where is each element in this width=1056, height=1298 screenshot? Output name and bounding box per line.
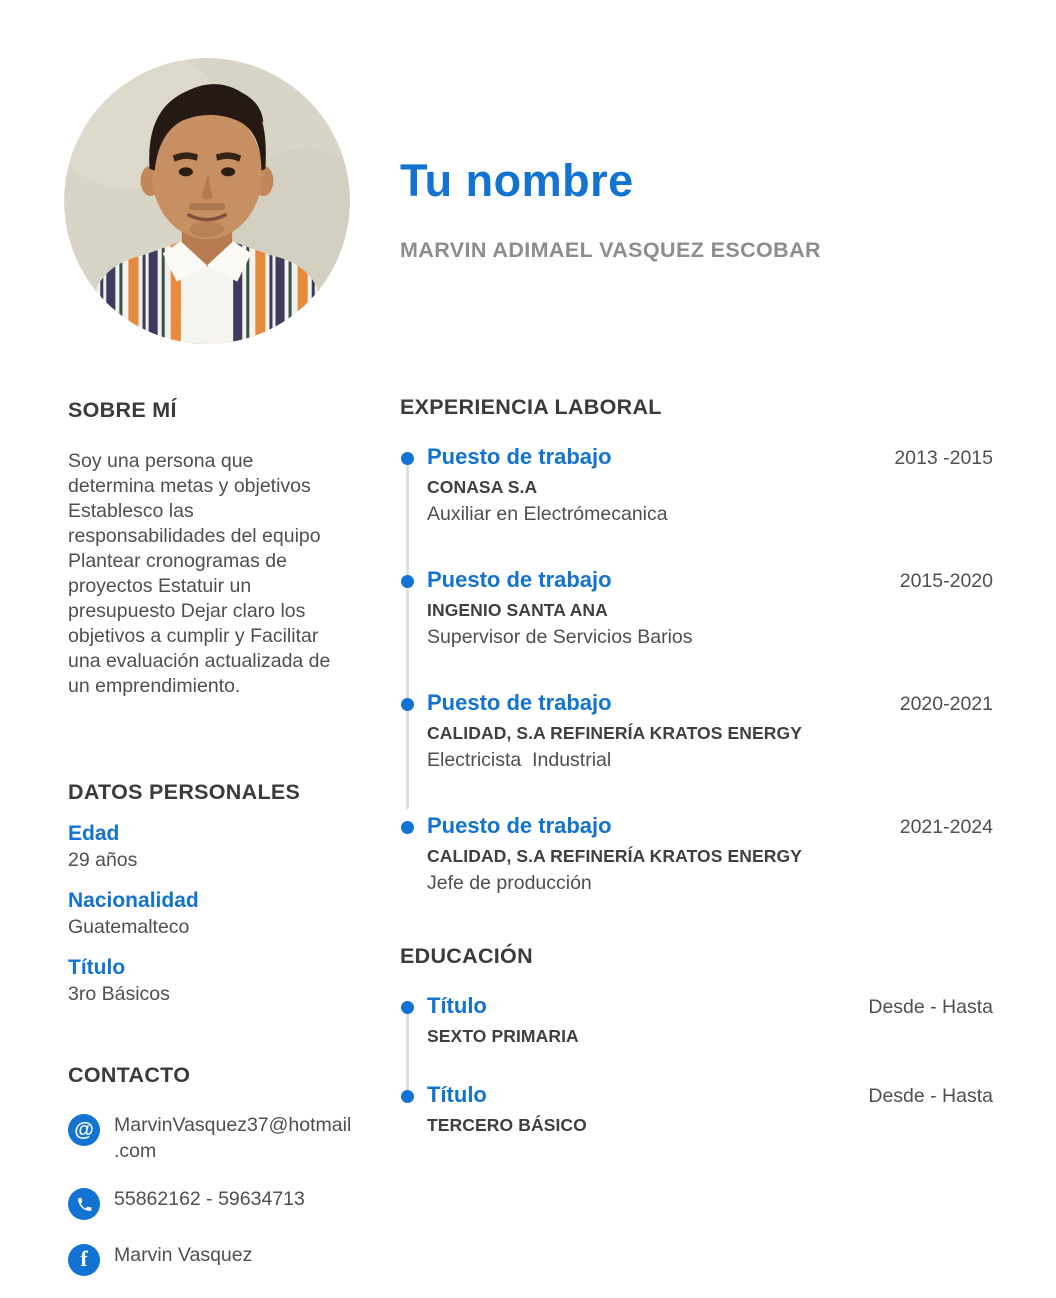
- experience-entry: [400, 689, 993, 773]
- experience-entry: [400, 443, 993, 527]
- personal-value: 3ro Básicos: [68, 983, 170, 1005]
- personal-item-degree: [68, 956, 344, 1006]
- about-text: Soy una persona que determina metas y objetivos Establesco las responsabilidades del equipo Plantear cronogramas de proyectos Estatuir un presupuesto Dejar claro los objetivos a cumplir y Facilitar una evaluación actualizada de un emprendimiento.: [68, 450, 331, 697]
- company-name: CONASA S.A: [427, 477, 538, 497]
- job-title: Puesto de trabajo: [427, 567, 612, 592]
- company-name: CALIDAD, S.A REFINERÍA KRATOS ENERGY: [427, 846, 803, 866]
- job-role: Electricista Industrial: [427, 749, 612, 771]
- education-period: Desde - Hasta: [868, 1085, 993, 1107]
- section-about: [68, 398, 344, 699]
- section-contact: [68, 1063, 358, 1298]
- section-personal-data: [68, 780, 344, 1006]
- phone-icon: [68, 1188, 100, 1220]
- profile-photo: [64, 58, 350, 344]
- education-entries: [400, 992, 993, 1137]
- personal-item-age: [68, 822, 344, 872]
- section-education: [400, 944, 993, 1170]
- company-name: CALIDAD, S.A REFINERÍA KRATOS ENERGY: [427, 723, 803, 743]
- bullet-icon: [401, 821, 414, 834]
- bullet-icon: [401, 698, 414, 711]
- contact-facebook: Marvin Vasquez: [114, 1244, 253, 1266]
- facebook-icon: f: [68, 1244, 100, 1276]
- job-period: 2015-2020: [899, 570, 993, 592]
- degree-title: Título: [427, 1082, 487, 1107]
- school-name: SEXTO PRIMARIA: [427, 1026, 579, 1046]
- personal-value: 29 años: [68, 849, 138, 871]
- personal-value: Guatemalteco: [68, 916, 190, 938]
- contact-row-facebook: [68, 1242, 358, 1276]
- education-heading: EDUCACIÓN: [400, 944, 533, 968]
- bullet-icon: [401, 1001, 414, 1014]
- contact-row-email: [68, 1112, 358, 1164]
- job-title: Puesto de trabajo: [427, 444, 612, 469]
- bullet-icon: [401, 575, 414, 588]
- personal-label: Edad: [68, 822, 120, 845]
- job-role: Supervisor de Servicios Barios: [427, 626, 693, 648]
- job-period: 2021-2024: [899, 816, 993, 838]
- education-period: Desde - Hasta: [868, 996, 993, 1018]
- experience-entry: [400, 812, 993, 896]
- contact-email: MarvinVasquez37@hotmail.com: [114, 1114, 352, 1162]
- personal-data-heading: DATOS PERSONALES: [68, 780, 301, 804]
- experience-heading: EXPERIENCIA LABORAL: [400, 395, 662, 419]
- page-title: Tu nombre: [400, 155, 634, 206]
- contact-row-phone: [68, 1186, 358, 1220]
- experience-entries: [400, 443, 993, 896]
- job-role: Auxiliar en Electrómecanica: [427, 503, 668, 525]
- school-name: TERCERO BÁSICO: [427, 1115, 587, 1135]
- job-period: 2020-2021: [899, 693, 993, 715]
- job-title: Puesto de trabajo: [427, 690, 612, 715]
- about-heading: SOBRE MÍ: [68, 398, 177, 422]
- full-name: MARVIN ADIMAEL VASQUEZ ESCOBAR: [400, 238, 821, 262]
- company-name: INGENIO SANTA ANA: [427, 600, 608, 620]
- degree-title: Título: [427, 993, 487, 1018]
- contact-phone: 55862162 - 59634713: [114, 1188, 305, 1210]
- experience-entry: [400, 566, 993, 650]
- job-title: Puesto de trabajo: [427, 813, 612, 838]
- personal-item-nationality: [68, 889, 344, 939]
- bullet-icon: [401, 452, 414, 465]
- job-period: 2013 -2015: [894, 447, 993, 469]
- at-icon: @: [68, 1114, 100, 1146]
- personal-label: Título: [68, 956, 126, 979]
- personal-label: Nacionalidad: [68, 889, 199, 912]
- education-entry: [400, 992, 993, 1048]
- contact-rows: [68, 1112, 358, 1276]
- bullet-icon: [401, 1090, 414, 1103]
- contact-heading: CONTACTO: [68, 1063, 191, 1087]
- job-role: Jefe de producción: [427, 872, 592, 894]
- person-photo-illustration: [64, 58, 350, 344]
- education-entry: [400, 1081, 993, 1137]
- section-experience: [400, 395, 993, 935]
